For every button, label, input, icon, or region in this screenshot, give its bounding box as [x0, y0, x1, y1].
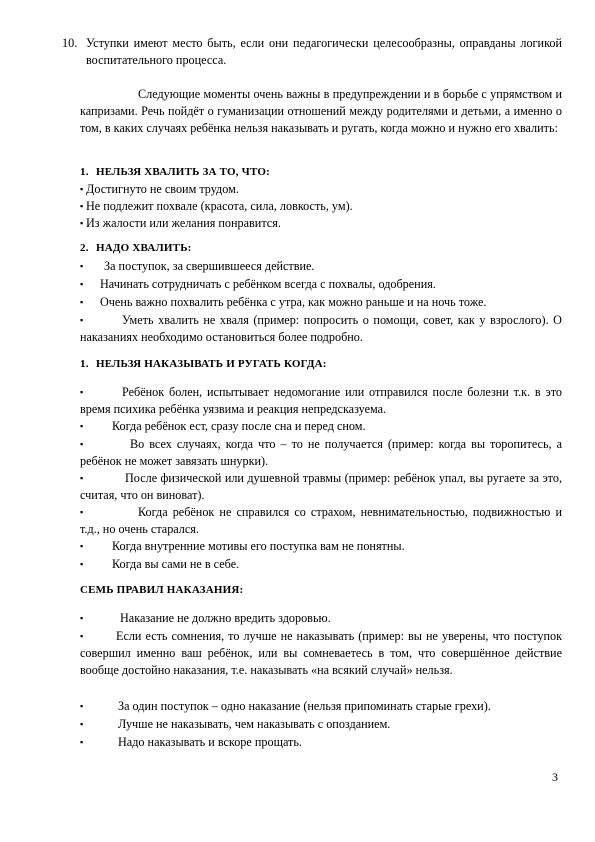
- bullet-icon: ▪: [80, 279, 84, 289]
- bullet-icon: ▪: [80, 439, 84, 449]
- list-item: ▪ Очень важно похвалить ребёнка с утра, как можно раньше и на ночь тоже.: [80, 295, 487, 309]
- section-heading-praise: 2. НАДО ХВАЛИТЬ:: [80, 242, 192, 254]
- section-heading-no-punish: 1. НЕЛЬЗЯ НАКАЗЫВАТЬ И РУГАТЬ КОГДА:: [80, 358, 327, 370]
- bullet-icon: ▪: [80, 184, 84, 194]
- bullet-icon: ▪: [80, 541, 84, 551]
- list-item: ▪ Лучше не наказывать, чем наказывать с опозданием.: [80, 717, 391, 731]
- bullet-icon: ▪: [80, 719, 84, 729]
- section-heading-no-praise: 1. НЕЛЬЗЯ ХВАЛИТЬ ЗА ТО, ЧТО:: [80, 166, 270, 178]
- list-item: ▪ За один поступок – одно наказание (нельзя припоминать старые грехи).: [80, 699, 491, 713]
- list-item: ▪ Ребёнок болен, испытывает недомогание или отправился после болезни т.к. в это время психика ребёнка уязвима и реакция непредсказуема.: [80, 385, 562, 416]
- list-item: ▪ Когда ребёнок ест, сразу после сна и перед сном.: [80, 419, 366, 433]
- list-item: ▪ После физической или душевной травмы (пример: ребёнок упал, вы ругаете за это, считая, что он виноват).: [80, 471, 562, 502]
- list-item: ▪ Надо наказывать и вскоре прощать.: [80, 735, 302, 749]
- list-item: ▪ Не подлежит похвале (красота, сила, ловкость, ум).: [80, 199, 353, 213]
- list-item: ▪ Начинать сотрудничать с ребёнком всегда с похвалы, одобрения.: [80, 277, 436, 291]
- bullet-icon: ▪: [80, 559, 84, 569]
- bullet-icon: ▪: [80, 507, 84, 517]
- bullet-icon: ▪: [80, 261, 84, 271]
- item-text: Уступки имеют место быть, если они педагогически целесообразны, оправданы логикой воспитательного процесса.: [86, 36, 562, 67]
- bullet-icon: ▪: [80, 737, 84, 747]
- bullet-icon: ▪: [80, 315, 84, 325]
- list-item: ▪ Во всех случаях, когда что – то не получается (пример: когда вы торопитесь, а ребёнок не может завязать шнурки).: [80, 437, 562, 468]
- intro-paragraph: Следующие моменты очень важны в предупреждении и в борьбе с упрямством и капризами. Речь пойдёт о гуманизации отношений между родителями и детьми, а именно о том, в каких случаях ребёнка нельзя наказывать и ругать, когда можно и нужно его хвалить:: [80, 87, 562, 135]
- list-item: ▪ Из жалости или желания понравится.: [80, 216, 281, 230]
- list-item: ▪ Когда ребёнок не справился со страхом, невнимательностью, подвижностью и т.д., но очень старался.: [80, 505, 562, 536]
- item-number: 10.: [62, 36, 78, 50]
- list-item: ▪ Уметь хвалить не хваля (пример: попросить о помощи, совет, как у взрослого). О наказаниях необходимо остановиться более подробно.: [80, 313, 562, 344]
- bullet-icon: ▪: [80, 297, 84, 307]
- bullet-icon: ▪: [80, 201, 84, 211]
- bullet-icon: ▪: [80, 421, 84, 431]
- list-item: ▪ Если есть сомнения, то лучше не наказывать (пример: вы не уверены, что поступок совершил именно ваш ребёнок, или вы сомневаетесь в том, что совершённое действие вообще достойно наказания, т.е. наказывать «на всякий случай» нельзя.: [80, 629, 562, 677]
- bullet-icon: ▪: [80, 701, 84, 711]
- bullet-icon: ▪: [80, 218, 84, 228]
- page-number: 3: [552, 770, 558, 784]
- bullet-icon: ▪: [80, 387, 84, 397]
- bullet-icon: ▪: [80, 631, 84, 641]
- section-heading-seven-rules: СЕМЬ ПРАВИЛ НАКАЗАНИЯ:: [80, 584, 244, 596]
- list-item: ▪ Когда вы сами не в себе.: [80, 557, 240, 571]
- list-item: ▪ За поступок, за свершившееся действие.: [80, 259, 315, 273]
- list-item: ▪ Когда внутренние мотивы его поступка вам не понятны.: [80, 539, 405, 553]
- bullet-icon: ▪: [80, 613, 84, 623]
- bullet-icon: ▪: [80, 473, 84, 483]
- list-item: ▪ Наказание не должно вредить здоровью.: [80, 611, 331, 625]
- list-item-10: [62, 35, 562, 69]
- list-item: ▪ Достигнуто не своим трудом.: [80, 182, 239, 196]
